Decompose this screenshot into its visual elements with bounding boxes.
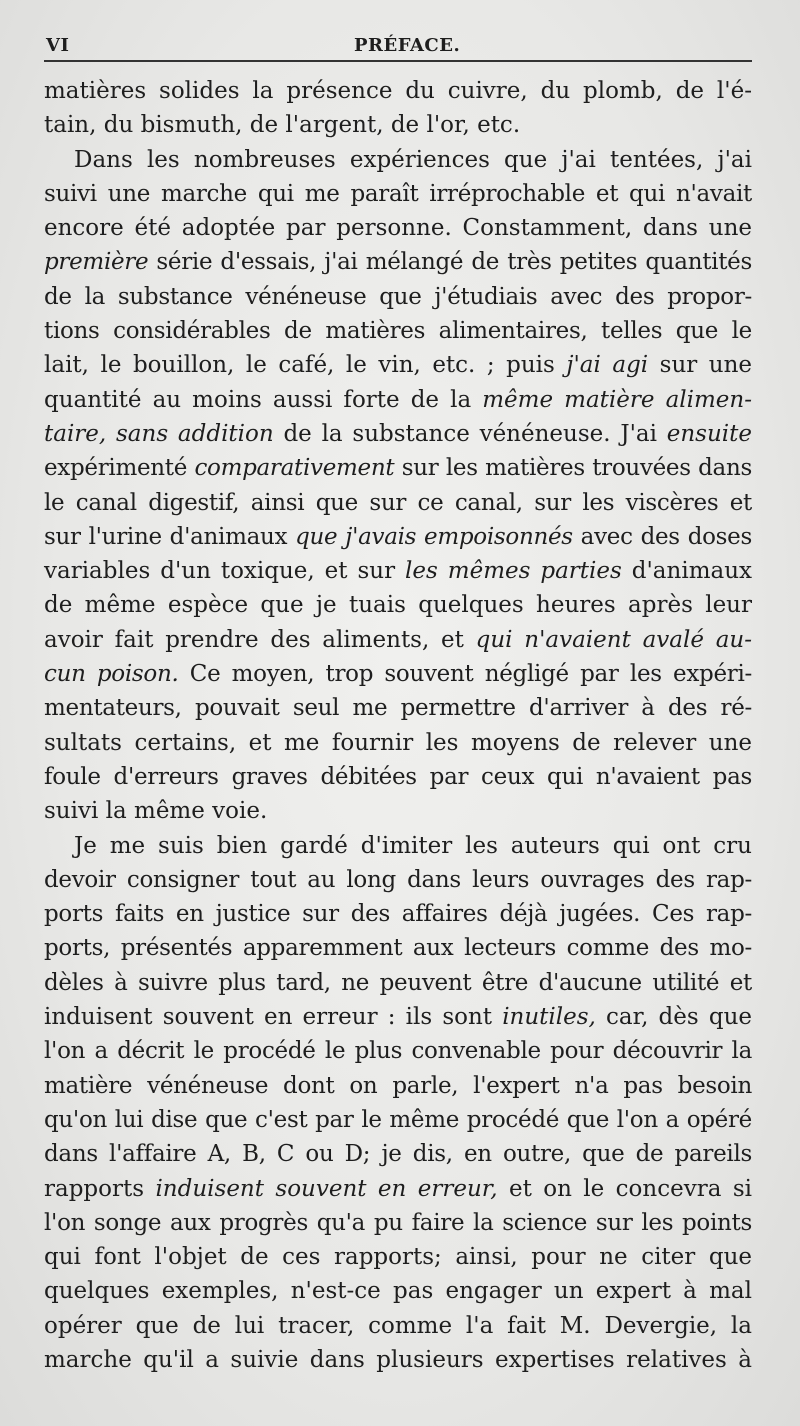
text-line	[44, 520, 752, 554]
text-segment: dans l'affaire A, B, C ou D; je dis, en outre, que de pareils	[44, 1141, 752, 1168]
text-line	[44, 794, 752, 828]
page-number: VI	[46, 35, 70, 56]
text-line	[44, 1103, 752, 1137]
text-segment: car, dès que	[595, 1004, 752, 1031]
text-segment: qui font l'objet de ces rapports; ainsi, pour ne citer que	[44, 1244, 752, 1271]
text-segment: sultats certains, et me fournir les moyens de relever une	[44, 729, 752, 756]
text-line	[44, 1000, 752, 1034]
text-segment: Ce moyen, trop souvent négligé par les expéri-	[178, 661, 752, 688]
text-segment: mentateurs, pouvait seul me permettre d'arriver à des ré-	[44, 695, 752, 722]
text-segment: tions considérables de matières alimentaires, telles que le	[44, 318, 752, 345]
text-segment: d'animaux	[621, 558, 752, 585]
text-segment: sur les matières trouvées dans	[394, 455, 752, 482]
text-line	[44, 1034, 752, 1068]
text-line	[44, 348, 752, 382]
text-line	[44, 280, 752, 314]
text-segment: dèles à suivre plus tard, ne peuvent être d'aucune utilité et	[44, 969, 752, 996]
text-line	[44, 863, 752, 897]
italic-text: j'ai agi	[566, 352, 649, 379]
text-line	[44, 588, 752, 622]
text-segment: suivi une marche qui me paraît irréprochable et qui n'avait	[44, 180, 752, 207]
text-segment: ports faits en justice sur des affaires déjà jugées. Ces rap-	[44, 901, 752, 928]
text-segment: qu'on lui dise que c'est par le même procédé que l'on a opéré	[44, 1106, 752, 1133]
italic-text: taire, sans addition	[44, 420, 274, 447]
text-line	[44, 211, 752, 245]
italic-text: comparativement	[194, 455, 395, 482]
text-line	[44, 1137, 752, 1171]
text-segment: sur une	[648, 352, 753, 379]
text-segment: avec des doses	[572, 523, 752, 550]
italic-text: cun poison.	[44, 661, 179, 688]
text-segment: devoir consigner tout au long dans leurs ouvrages des rap-	[44, 866, 752, 893]
text-segment: variables d'un toxique, et sur	[44, 558, 406, 585]
text-segment: Je me suis bien gardé d'imiter les auteurs qui ont cru	[74, 832, 752, 859]
text-segment: encore été adoptée par personne. Constamment, dans une	[44, 215, 752, 242]
text-segment: marche qu'il a suivie dans plusieurs expertises relatives à	[44, 1346, 752, 1373]
text-segment: série d'essais, j'ai mélangé de très petites quantités	[148, 249, 752, 276]
text-line	[44, 417, 752, 451]
italic-text: induisent souvent en erreur,	[155, 1175, 498, 1202]
text-line	[44, 177, 752, 211]
text-line	[44, 108, 752, 142]
text-segment: induisent souvent en erreur : ils sont	[44, 1004, 503, 1031]
text-segment: matières solides la présence du cuivre, du plomb, de l'é-	[44, 78, 752, 104]
text-line	[44, 74, 752, 108]
text-line	[44, 314, 752, 348]
text-line	[44, 691, 752, 725]
italic-text: que j'avais empoisonnés	[295, 523, 573, 550]
page-header	[44, 34, 752, 62]
text-line	[44, 623, 752, 657]
text-line	[44, 931, 752, 965]
text-line	[44, 1069, 752, 1103]
text-line	[44, 829, 752, 863]
text-segment: opérer que de lui tracer, comme l'a fait M. Devergie, la	[44, 1312, 752, 1339]
running-head: PRÉFACE.	[354, 35, 461, 56]
text-segment: et on le concevra si	[497, 1175, 752, 1202]
text-line	[44, 1240, 752, 1274]
text-segment: le canal digestif, ainsi que sur ce canal, sur les viscères et	[44, 489, 752, 516]
text-line	[44, 966, 752, 1000]
italic-text: inutiles,	[502, 1004, 596, 1031]
text-segment: matière vénéneuse dont on parle, l'expert n'a pas besoin	[44, 1072, 752, 1099]
italic-text: les mêmes parties	[405, 558, 622, 585]
text-line	[44, 486, 752, 520]
text-segment: tain, du bismuth, de l'argent, de l'or, etc.	[44, 112, 521, 139]
text-segment: l'on a décrit le procédé le plus convenable pour découvrir la	[44, 1038, 752, 1065]
text-segment: l'on songe aux progrès qu'a pu faire la science sur les points	[44, 1209, 752, 1236]
text-segment: lait, le bouillon, le café, le vin, etc. ; puis	[44, 352, 567, 379]
italic-text: première	[44, 249, 149, 276]
text-segment: sur l'urine d'animaux	[44, 523, 296, 550]
text-segment: de même espèce que je tuais quelques heures après leur	[44, 592, 752, 619]
text-line	[44, 760, 752, 794]
italic-text: qui n'avaient avalé au-	[475, 626, 752, 653]
text-line	[44, 1309, 752, 1343]
italic-text: même matière alimen-	[482, 386, 752, 413]
text-line	[44, 726, 752, 760]
text-line	[44, 245, 752, 279]
text-line	[44, 897, 752, 931]
text-line	[44, 383, 752, 417]
text-line	[44, 143, 752, 177]
text-segment: rapports	[44, 1175, 156, 1202]
text-segment: de la substance vénéneuse que j'étudiais avec des propor-	[44, 283, 752, 310]
text-segment: expérimenté	[44, 455, 195, 482]
text-segment: quantité au moins aussi forte de la	[44, 386, 483, 413]
text-line	[44, 657, 752, 691]
text-segment: quelques exemples, n'est-ce pas engager un expert à mal	[44, 1278, 752, 1305]
body-text	[44, 74, 752, 1377]
text-line	[44, 1274, 752, 1308]
text-segment: de la substance vénéneuse. J'ai	[273, 420, 667, 447]
text-line	[44, 451, 752, 485]
text-line	[44, 1343, 752, 1377]
text-line	[44, 1172, 752, 1206]
text-line	[44, 554, 752, 588]
text-segment: avoir fait prendre des aliments, et	[44, 626, 476, 653]
text-segment: Dans les nombreuses expériences que j'ai tentées, j'ai	[74, 146, 752, 173]
text-segment: suivi la même voie.	[44, 798, 268, 825]
text-line	[44, 1206, 752, 1240]
text-segment: foule d'erreurs graves débitées par ceux qui n'avaient pas	[44, 763, 752, 790]
text-segment: ports, présentés apparemment aux lecteurs comme des mo-	[44, 935, 752, 962]
italic-text: ensuite	[666, 420, 752, 447]
